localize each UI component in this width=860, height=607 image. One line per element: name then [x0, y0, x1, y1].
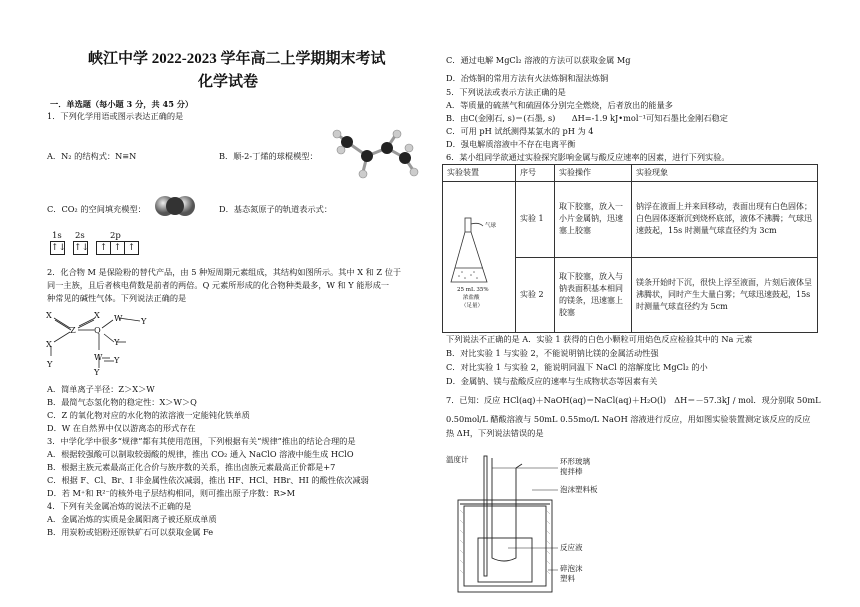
- header-phenomenon: 实验现象: [632, 165, 818, 182]
- atom-x-right: X: [94, 310, 100, 320]
- q1-option-c: C．CO₂ 的空间填充模型：: [47, 204, 146, 214]
- atom-y-top: Y: [141, 316, 147, 326]
- q5-option-d: D．强电解质溶液中不存在电离平衡: [446, 139, 576, 149]
- q7-line-2: 0.50mol/L 醋酸溶液与 50mL 0.55mo/L NaOH 溶液进行反应，用如图实验装置测定该反应的反应: [446, 414, 811, 424]
- q6-option-a: 下列说法不正确的是 A．实验 1 获得的白色小颗粒可用焰色反应检验其中的 Na 元素: [446, 334, 753, 344]
- q3-stem: 3．中学化学中很多“规律”都有其使用范围，下列根据有关“规律”推出的结论合理的是: [47, 436, 356, 446]
- balloon-label: 气球: [485, 223, 497, 229]
- exp1-phenomenon: 钠浮在液面上并来回移动，表面出现有白色固体；白色固体逐渐沉到烧杯底部，液体不沸腾；气球迅速鼓起，15s 时测量气球直径约为 3cm: [632, 182, 818, 258]
- apparatus-cell: [443, 182, 516, 333]
- q4-option-a: A．金属冶炼的实质是金属阳离子被还原成单质: [47, 514, 217, 524]
- foam-fill-label-2: 塑料: [560, 574, 575, 583]
- q2-line-3: 种常见的碱性气体。下列说法正确的是: [47, 293, 187, 303]
- table-header-row: [443, 165, 818, 182]
- orbital-2p: 2p ↑ ↑ ↑: [96, 231, 138, 255]
- q5-option-a: A．等质量的硫蒸气和硫固体分别完全燃烧，后者放出的能量多: [446, 100, 673, 110]
- q2-option-b: B．最简气态氢化物的稳定性：X＞W＞Q: [47, 397, 197, 407]
- q4-option-d: D．冶炼铜的常用方法有火法炼铜和湿法炼铜: [446, 73, 609, 83]
- q5-stem: 5．下列说法或表示方法正确的是: [446, 87, 566, 97]
- q3-option-c: C．根据 F、Cl、Br、I 非金属性依次减弱，推出 HF、HCl、HBr、HI 的酸性依次减弱: [47, 475, 369, 485]
- section-heading: 一．单选题（每小题 3 分，共 45 分）: [50, 99, 194, 109]
- q4-option-b: B．用炭粉或铝粉还原铁矿石可以获取金属 Fe: [47, 527, 214, 537]
- exp1-operation: 取下胶塞，放入一小片金属钠，迅速塞上胶塞: [555, 182, 632, 258]
- atom-w-top: W: [114, 313, 123, 323]
- foam-fill-label-1: 碎泡沫: [560, 564, 583, 573]
- exp1-id: 实验 1: [516, 182, 555, 258]
- atom-y-mid: Y: [114, 337, 120, 347]
- co2-space-filling-model-image: [154, 193, 196, 219]
- atom-y-low: Y: [94, 367, 100, 377]
- atom-x-top: X: [46, 310, 52, 320]
- header-apparatus: 实验装置: [443, 165, 516, 182]
- acid-name-label: 浓盐酸: [463, 295, 480, 301]
- nitrogen-orbital-diagram: [50, 231, 138, 255]
- orbital-2s: 2s ↑↓: [74, 231, 90, 253]
- acid-volume-label: 25 mL 35%: [457, 287, 489, 293]
- exam-subtitle: 化学试卷: [198, 74, 259, 90]
- q1-option-a: A．N₂ 的结构式：N≡N: [47, 151, 137, 161]
- q1-option-b: B．顺-2-丁烯的球棍模型：: [219, 151, 318, 161]
- reaction-liquid-label: 反应液: [560, 543, 583, 552]
- q3-option-a: A．根据较强酸可以制取较弱酸的规律，推出 CO₂ 通入 NaClO 溶液中能生成 HClO: [47, 449, 354, 459]
- thermometer-label: 温度计: [446, 455, 469, 464]
- compound-m-structure: [42, 306, 172, 378]
- q6-option-b: B．对比实验 1 与实验 2，不能说明钠比镁的金属活动性强: [446, 348, 659, 358]
- q2-option-d: D．W 在自然界中仅以游离态的形式存在: [47, 423, 196, 433]
- q5-option-c: C．可用 pH 试纸测得某氯水的 pH 为 4: [446, 126, 594, 136]
- orbital-1s: 1s ↑↓: [51, 231, 67, 253]
- atom-y-bottom: Y: [114, 355, 120, 365]
- q5-option-b: B．由C(金刚石, s)＝(石墨, s) ΔH=-1.9 kJ•mol⁻¹可知石墨比金刚石稳定: [446, 113, 728, 123]
- atom-q: Q: [94, 325, 101, 335]
- q1-option-d: D．基态氮原子的轨道表示式：: [219, 204, 333, 214]
- atom-y-left: Y: [47, 359, 53, 369]
- exp2-operation: 取下胶塞，放入与钠表面积基本相同的镁条，迅速塞上胶塞: [555, 257, 632, 333]
- q4-stem: 4．下列有关金属冶炼的说法不正确的是: [47, 501, 192, 511]
- header-operation: 实验操作: [555, 165, 632, 182]
- q3-option-b: B．根据主族元素最高正化合价与族序数的关系，推出卤族元素最高正价都是+7: [47, 462, 336, 472]
- q4-option-c: C．通过电解 MgCl₂ 溶液的方法可以获取金属 Mg: [446, 55, 631, 65]
- exam-title: 峡江中学 2022-2023 学年高二上学期期末考试: [88, 51, 386, 67]
- acid-excess-label: （足量）: [461, 303, 484, 309]
- q7-line-1: 7．已知：反应 HCl(aq)＋NaOH(aq)＝NaCl(aq)＋H₂O(l) ΔH＝－57.3kJ / mol．现分别取 50mL: [446, 395, 821, 405]
- stirrer-label-1: 环形玻璃: [560, 457, 590, 466]
- exp2-id: 实验 2: [516, 257, 555, 333]
- q2-line-1: 2．化合物 M 是保险粉的替代产品，由 5 种短周期元素组成，其结构如图所示。其中 X 和 Z 位于: [47, 267, 402, 277]
- atom-x-mid: X: [46, 339, 52, 349]
- stirrer-label-2: 搅拌棒: [560, 467, 583, 476]
- q7-line-3: 热 ΔH，下列说法错误的是: [446, 428, 544, 438]
- table-row: [443, 182, 818, 258]
- q2-option-a: A．简单离子半径：Z＞X＞W: [47, 384, 155, 394]
- q2-line-2: 同一主族，且后者核电荷数是前者的两倍。Q 元素所形成的化合物种类最多，W 和 Y 能形成一: [47, 280, 390, 290]
- q6-stem: 6．某小组同学欲通过实验探究影响金属与酸反应速率的因素，进行下列实验。: [446, 152, 730, 162]
- q6-option-d: D．金属钠、镁与盐酸反应的速率与生成物状态等因素有关: [446, 376, 658, 386]
- calorimeter-diagram: [446, 448, 606, 598]
- atom-z: Z: [70, 325, 76, 335]
- q1-stem: 1．下列化学用语或图示表达正确的是: [47, 111, 184, 121]
- q2-option-c: C．Z 的氧化物对应的水化物的浓溶液一定能钝化铁单质: [47, 410, 250, 420]
- exp2-phenomenon: 镁条开始时下沉，很快上浮至液面，片刻后液体呈沸腾状，同时产生大量白雾；气球迅速鼓起，15s 时测量气球直径约为 5cm: [632, 257, 818, 333]
- cis-2-butene-model-image: [325, 128, 420, 183]
- foam-board-label: 泡沫塑料板: [560, 485, 598, 494]
- atom-w-bottom: W: [94, 352, 103, 362]
- header-number: 序号: [516, 165, 555, 182]
- experiment-table: [442, 164, 818, 333]
- q3-option-d: D．若 M⁺和 R²⁻的核外电子层结构相同，则可推出原子序数：R>M: [47, 488, 295, 498]
- q6-option-c: C．对比实验 1 与实验 2，能说明同温下 NaCl 的溶解度比 MgCl₂ 的小: [446, 362, 708, 372]
